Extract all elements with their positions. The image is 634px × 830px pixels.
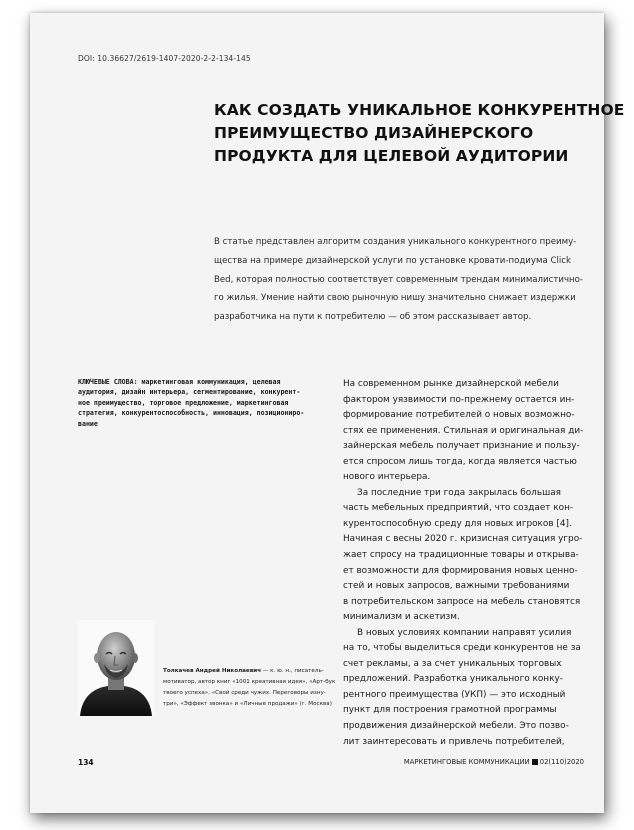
author-bio-line: мотиватор, автор книг «1001 креативная идея», «Арт-бук [163,679,336,685]
keywords-line: ное преимущество, торговое предложение, маркетинговая [78,398,289,407]
keywords-line: стратегия, конкурентоспособность, инновация, позициониро- [78,409,305,418]
journal-name: МАРКЕТИНГОВЫЕ КОММУНИКАЦИИ [403,758,530,766]
keywords-line: вание [78,419,98,428]
body-line: на то, чтобы выделиться среди конкурентов не за [343,643,581,654]
body-line: продвижения дизайнерской мебели. Это позво- [343,721,569,732]
author-portrait-icon [78,620,154,716]
body-line: минимализм и аскетизм. [343,612,460,623]
author-bio-line: три», «Эффект звонка» и «Личные продажи» (г. Москва) [163,701,332,707]
body-line: фактором уязвимости по-прежнему остается ин- [343,394,575,405]
body-line: жает спросу на традиционные товары и открыва- [343,550,579,561]
page-number: 134 [78,758,94,767]
abstract-line: В статье представлен алгоритм создания уникального конкурентного преиму- [214,237,577,247]
body-line: счет рекламы, а за счет уникальных торговых [343,658,562,669]
body-line: часть мебельных предприятий, что создает кон- [343,503,574,514]
article-title [214,99,625,168]
keywords-line: КЛЮЧЕВЫЕ СЛОВА: маркетинговая коммуникация, целевая [78,378,281,386]
title-line: КАК СОЗДАТЬ УНИКАЛЬНОЕ КОНКУРЕНТНОЕ [214,101,625,119]
doi: DOI: 10.36627/2619-1407-2020-2-2-134-145 [78,54,251,63]
issue-number: 02(110)2020 [539,758,584,766]
body-line: зайнерская мебель получает признание и пользу- [343,441,580,452]
body-line: ет возможности для формирования новых ценно- [343,565,578,576]
body-line: лит заинтересовать и привлечь потребителей, [343,736,565,747]
journal-page [30,13,625,813]
body-line: формирование потребителей о новых возможно- [343,410,575,421]
body-line: ется спросом лишь тогда, когда является частью [343,456,577,467]
abstract-line: го жилья. Умение найти свою рыночную нишу значительно снижает издержки [214,293,576,304]
keywords-line: аудитория, дизайн интерьера, сегментирование, конкурент- [78,388,301,397]
abstract-line: разработчика на пути к потребителю — об этом рассказывает автор. [214,312,532,323]
keywords [78,377,318,429]
body-line: стях ее применения. Стильная и оригинальная ди- [343,425,584,436]
author-name: Толкачев Андрей Николаевич [163,668,262,674]
body-line: За последние три года закрылась большая [357,487,561,498]
author-bio [163,666,336,710]
author-bio-line: твоего успеха», «Свой среди чужих. Переговоры изну- [163,690,326,696]
body-line: пункт для построения грамотной программы [343,705,557,716]
author-bio-line: — к. ю. н., писатель- [261,668,324,674]
body-line: В новых условиях компании направят усилия [357,627,572,638]
title-line: ПРОДУКТА ДЛЯ ЦЕЛЕВОЙ АУДИТОРИИ [214,147,569,165]
square-separator-icon [532,759,538,765]
body-line: рентного преимущества (УКП) — это исходный [343,689,566,700]
body-text [343,377,593,750]
body-line: Начиная с весны 2020 г. кризисная ситуация угро- [343,534,583,545]
running-footer [404,758,584,766]
body-line: нового интерьера. [343,472,431,483]
abstract-line: щества на примере дизайнерской услуги по установке кровати-подиума Click [214,255,571,266]
title-line: ПРЕИМУЩЕСТВО ДИЗАЙНЕРСКОГО [214,124,534,142]
body-line: в потребительском запросе на мебель становятся [343,596,581,607]
body-line: предложений. Разработка уникального конку- [343,674,563,685]
body-line: курентоспособную среду для новых игроков [4]. [343,518,572,529]
author-photo [78,620,154,716]
abstract [214,233,584,327]
body-line: стей и новых запросов, важными требованиями [343,581,570,592]
body-line: На современном рынке дизайнерской мебели [343,379,559,389]
abstract-line: Bed, которая полностью соответствует современным трендам минималистично- [214,274,584,285]
